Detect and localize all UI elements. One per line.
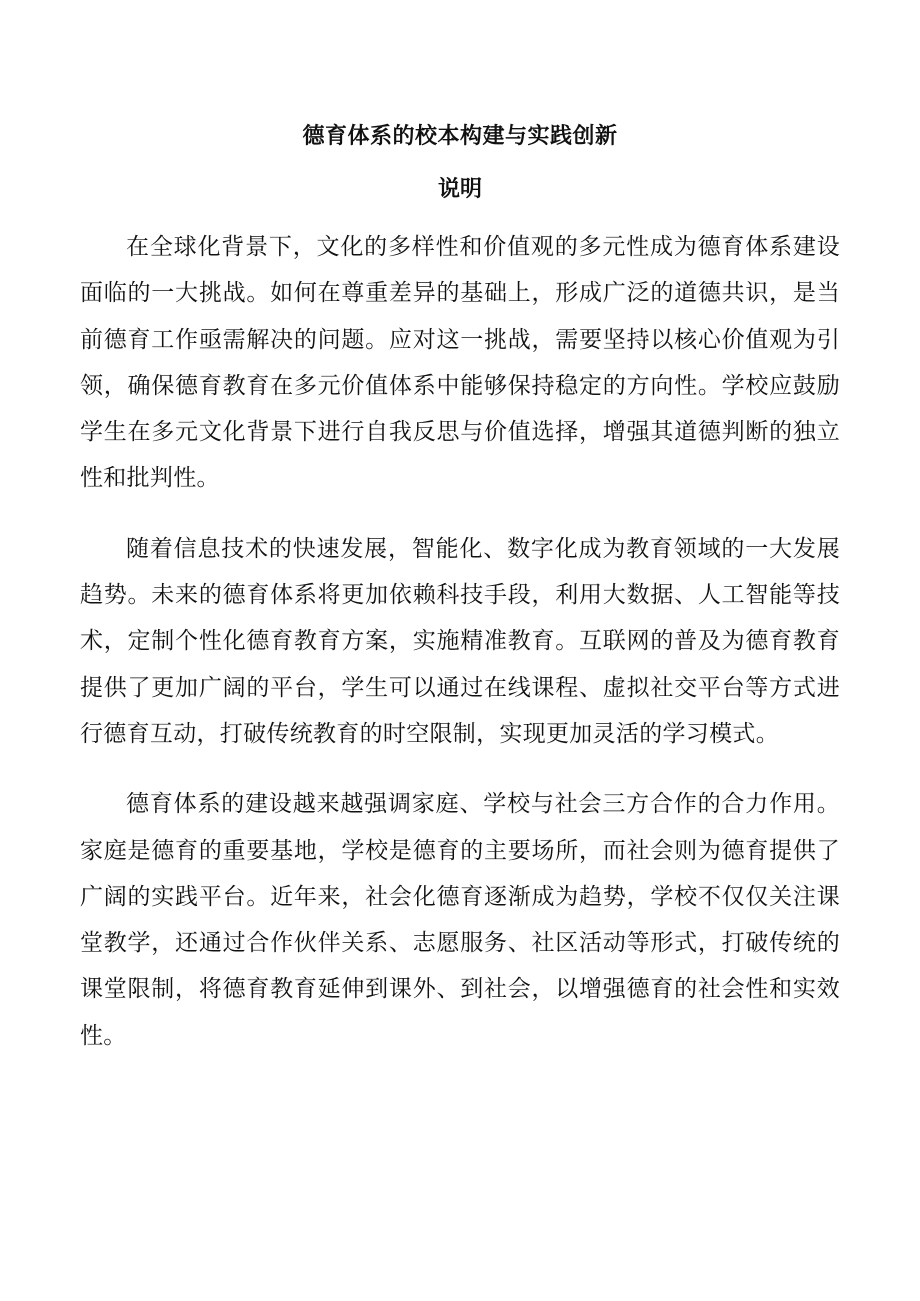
paragraph: 在全球化背景下，文化的多样性和价值观的多元性成为德育体系建设面临的一大挑战。如何在尊重差异的基础上，形成广泛的道德共识，是当前德育工作亟需解决的问题。应对这一挑战，需要坚持以核心价值观为引领，确保德育教育在多元价值体系中能够保持稳定的方向性。学校应鼓励学生在多元文化背景下进行自我反思与价值选择，增强其道德判断的独立性和批判性。 [80,234,840,492]
document-body [80,224,840,1083]
section-heading: 说明 [437,176,482,202]
page-title: 德育体系的校本构建与实践创新 [302,123,618,149]
paragraph: 随着信息技术的快速发展，智能化、数字化成为教育领域的一大发展趋势。未来的德育体系将更加依赖科技手段，利用大数据、人工智能等技术，定制个性化德育教育方案，实施精准教育。互联网的普及为德育教育提供了更加广阔的平台，学生可以通过在线课程、虚拟社交平台等方式进行德育互动，打破传统教育的时空限制，实现更加灵活的学习模式。 [80,535,840,747]
paragraph: 德育体系的建设越来越强调家庭、学校与社会三方合作的合力作用。家庭是德育的重要基地，学校是德育的主要场所，而社会则为德育提供了广阔的实践平台。近年来，社会化德育逐渐成为趋势，学校不仅仅关注课堂教学，还通过合作伙伴关系、志愿服务、社区活动等形式，打破传统的课堂限制，将德育教育延伸到课外、到社会，以增强德育的社会性和实效性。 [80,791,840,1049]
